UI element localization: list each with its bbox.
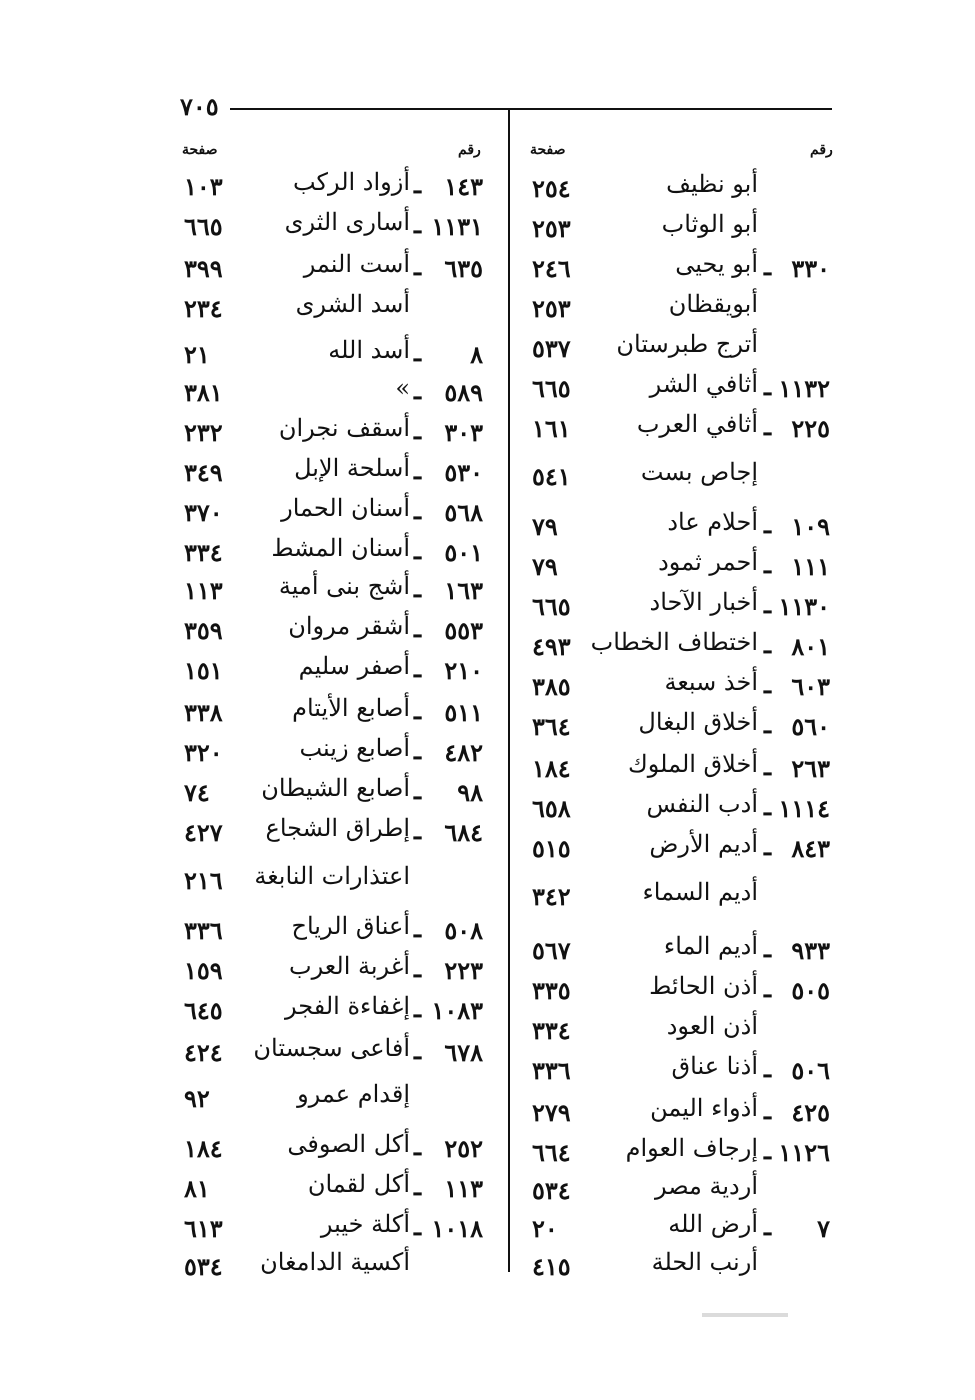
entry-page: ٣٩٩	[184, 254, 223, 283]
entry-dash: ـ	[414, 614, 422, 643]
index-entry	[178, 454, 498, 488]
entry-page: ١٦١	[532, 414, 571, 443]
entry-number: ٤٨٢	[444, 738, 483, 767]
entry-title: أسد الله	[328, 336, 410, 364]
entry-page: ٣٢٠	[184, 738, 223, 767]
entry-title: أديم الماء	[663, 932, 758, 960]
right-index-column	[520, 0, 840, 1300]
entry-dash: ـ	[414, 170, 422, 199]
entry-dash: ـ	[764, 1136, 772, 1165]
index-entry	[178, 912, 498, 946]
entry-dash: ـ	[414, 338, 422, 367]
entry-dash: ـ	[764, 510, 772, 539]
index-entry	[178, 290, 498, 324]
entry-number: ٩٨	[457, 778, 483, 807]
page-header: صفحة	[530, 142, 566, 158]
index-entry	[178, 374, 498, 408]
entry-title: أكسية الدامغان	[260, 1248, 410, 1276]
entry-dash: ـ	[414, 776, 422, 805]
entry-title: أبويقظان	[668, 290, 758, 318]
entry-number: ١١٢٦	[778, 1138, 830, 1167]
entry-dash: ـ	[414, 654, 422, 683]
entry-number: ١١٣٠	[778, 592, 830, 621]
entry-title: إطراق الشجاع	[265, 814, 410, 842]
entry-title: أذن الحائط	[649, 972, 758, 1000]
entry-page: ٢٤٦	[532, 254, 571, 283]
index-entry	[520, 830, 840, 864]
entry-page: ٣٨١	[184, 378, 223, 407]
entry-dash: ـ	[414, 736, 422, 765]
entry-number: ٢٢٥	[791, 414, 830, 443]
entry-title: أسلحة الإبل	[294, 454, 410, 482]
entry-page: ٩٢	[184, 1084, 210, 1113]
entry-page: ٢١٦	[184, 866, 223, 895]
index-entry	[520, 210, 840, 244]
entry-dash: ـ	[764, 832, 772, 861]
index-entry	[520, 290, 840, 324]
entry-number: ٥٠٥	[791, 976, 830, 1005]
entry-dash: ـ	[764, 1096, 772, 1125]
entry-page: ٤٢٤	[184, 1038, 223, 1067]
entry-dash: ـ	[414, 376, 422, 405]
entry-number: ٢١٠	[444, 656, 483, 685]
entry-title: أسقف نجران	[278, 414, 410, 442]
entry-title: أفاعى سجستان	[253, 1034, 410, 1062]
index-entry	[178, 208, 498, 242]
index-entry	[178, 694, 498, 728]
entry-number: ٤٢٥	[791, 1098, 830, 1127]
entry-dash: ـ	[414, 1212, 422, 1241]
index-entry	[178, 612, 498, 646]
index-entry	[520, 932, 840, 966]
entry-page: ٢٧٩	[532, 1098, 571, 1127]
entry-page: ٢١	[184, 340, 210, 369]
entry-page: ٣٧٠	[184, 498, 223, 527]
index-entry	[178, 534, 498, 568]
index-entry	[520, 750, 840, 784]
entry-title: أسارى الثرى	[284, 208, 410, 236]
entry-title: أخلاق الملوك	[627, 750, 758, 778]
index-entry	[178, 814, 498, 848]
index-entry	[178, 862, 498, 896]
index-entry	[178, 992, 498, 1026]
entry-dash: ـ	[764, 630, 772, 659]
entry-dash: ـ	[764, 934, 772, 963]
index-entry	[520, 1210, 840, 1244]
entry-number: ٨٠١	[791, 632, 830, 661]
entry-page: ٣٤٢	[532, 882, 571, 911]
entry-title: أحمر ثمود	[658, 548, 758, 576]
entry-dash: ـ	[764, 710, 772, 739]
entry-dash: ـ	[414, 252, 422, 281]
entry-number: ٥٨٩	[444, 378, 483, 407]
index-entry	[520, 790, 840, 824]
column-divider	[508, 110, 510, 1272]
entry-page: ٢٥٤	[532, 174, 571, 203]
index-entry	[178, 1034, 498, 1068]
entry-page: ٥١٥	[532, 834, 571, 863]
entry-number: ١١٣١	[431, 212, 483, 241]
entry-dash: ـ	[764, 412, 772, 441]
entry-page: ٦٦٥	[532, 374, 571, 403]
entry-title: أزواد الركب	[292, 168, 410, 196]
entry-page: ٣٣٤	[532, 1016, 571, 1045]
index-entry	[520, 508, 840, 542]
entry-page: ٦٦٤	[532, 1138, 571, 1167]
entry-dash: ـ	[414, 954, 422, 983]
entry-title: أعناق الرياح	[291, 912, 410, 940]
entry-page: ٤٩٣	[532, 632, 571, 661]
entry-number: ١١١٤	[778, 794, 830, 823]
index-entry	[520, 588, 840, 622]
entry-number: ٦٠٣	[791, 672, 830, 701]
entry-page: ٥٦٧	[532, 936, 571, 965]
entry-number: ٨	[470, 340, 483, 369]
entry-title: أكلة خيبر	[320, 1210, 410, 1238]
entry-title: أبو نظيف	[666, 170, 758, 198]
entry-number: ١٤٣	[444, 172, 483, 201]
index-entry	[520, 170, 840, 204]
entry-title: أذواء اليمن	[650, 1094, 758, 1122]
entry-title: أغربة العرب	[288, 952, 410, 980]
number-header: رقم	[458, 142, 481, 158]
entry-page: ٧٩	[532, 552, 558, 581]
entry-number: ١٦٣	[444, 576, 483, 605]
index-entry	[520, 1248, 840, 1282]
entry-title: أديم السماء	[642, 878, 758, 906]
entry-page: ٣٣٦	[532, 1056, 571, 1085]
entry-page: ٣٣٦	[184, 916, 223, 945]
index-entry	[520, 1094, 840, 1128]
entry-title: أثافي الشر	[649, 370, 758, 398]
entry-title: أبو يحيى	[675, 250, 758, 278]
page-number: ٧٠٥	[180, 92, 219, 121]
entry-dash: ـ	[414, 696, 422, 725]
entry-title: أردية مصر	[654, 1172, 758, 1200]
entry-page: ٢٥٣	[532, 214, 571, 243]
entry-page: ٣٣٤	[184, 538, 223, 567]
entry-title: أشقر مروان	[288, 612, 410, 640]
entry-title: أخبار الآحاد	[649, 588, 758, 616]
entry-dash: ـ	[764, 550, 772, 579]
entry-page: ٨١	[184, 1174, 210, 1203]
entry-number: ٥٣٠	[444, 458, 483, 487]
entry-dash: ـ	[414, 210, 422, 239]
index-entry	[178, 1210, 498, 1244]
entry-number: ٢٢٣	[444, 956, 483, 985]
index-entry	[520, 1172, 840, 1206]
index-entry	[520, 458, 840, 492]
entry-title: أكل لقمان	[307, 1170, 410, 1198]
entry-title: أصابع الشيطان	[261, 774, 410, 802]
entry-page: ٦١٣	[184, 1214, 223, 1243]
entry-page: ٢٥٣	[532, 294, 571, 323]
entry-title: أصابع زينب	[299, 734, 410, 762]
entry-number: ٧	[817, 1214, 830, 1243]
entry-title: »	[395, 374, 410, 402]
index-entry	[178, 1130, 498, 1164]
entry-dash: ـ	[764, 372, 772, 401]
entry-number: ٣٠٣	[444, 418, 483, 447]
entry-dash: ـ	[764, 752, 772, 781]
entry-title: أخذ سبعة	[664, 668, 758, 696]
entry-title: أسنان الحمار	[281, 494, 410, 522]
index-entry	[520, 668, 840, 702]
entry-number: ٨٤٣	[791, 834, 830, 863]
entry-dash: ـ	[414, 816, 422, 845]
entry-number: ٥٦٠	[791, 712, 830, 741]
left-index-column	[178, 0, 498, 1300]
index-entry	[520, 1052, 840, 1086]
index-entry	[178, 250, 498, 284]
entry-page: ٣٤٩	[184, 458, 223, 487]
index-entry	[520, 250, 840, 284]
entry-page: ٧٤	[184, 778, 210, 807]
entry-title: إقدام عمرو	[297, 1080, 410, 1108]
index-entry	[178, 1248, 498, 1282]
index-entry	[178, 652, 498, 686]
faint-stamp-mark	[700, 1305, 790, 1325]
index-entry	[178, 336, 498, 370]
entry-number: ١٠٩	[791, 512, 830, 541]
index-entry	[178, 952, 498, 986]
index-entry	[520, 370, 840, 404]
entry-number: ٦٧٨	[444, 1038, 483, 1067]
entry-number: ٥٠٨	[444, 916, 483, 945]
entry-page: ٣٦٤	[532, 712, 571, 741]
index-entry	[178, 734, 498, 768]
entry-page: ٢٣٤	[184, 294, 223, 323]
entry-title: أبو الوثاب	[661, 210, 758, 238]
entry-page: ٥٣٤	[532, 1176, 571, 1205]
entry-number: ١٠٨٣	[431, 996, 483, 1025]
entry-title: إجاص بست	[640, 458, 758, 486]
index-entry	[178, 572, 498, 606]
entry-dash: ـ	[414, 536, 422, 565]
index-entry	[520, 548, 840, 582]
entry-number: ١١٣٢	[778, 374, 830, 403]
entry-dash: ـ	[764, 252, 772, 281]
entry-dash: ـ	[414, 914, 422, 943]
entry-dash: ـ	[764, 670, 772, 699]
entry-page: ٦٦٥	[184, 212, 223, 241]
page-header: صفحة	[182, 142, 218, 158]
entry-page: ٣٣٥	[532, 976, 571, 1005]
entry-dash: ـ	[414, 994, 422, 1023]
entry-dash: ـ	[764, 792, 772, 821]
index-entry	[520, 1012, 840, 1046]
index-entry	[178, 414, 498, 448]
entry-title: أصابع الأيتام	[292, 694, 410, 722]
entry-page: ١٨٤	[532, 754, 571, 783]
entry-title: أشج بنى أمية	[278, 572, 410, 600]
entry-title: أكل الصوفى	[287, 1130, 410, 1158]
entry-number: ٣٣٠	[791, 254, 830, 283]
entry-dash: ـ	[764, 1212, 772, 1241]
entry-page: ٦٦٥	[532, 592, 571, 621]
entry-dash: ـ	[414, 1172, 422, 1201]
entry-title: أرض الله	[668, 1210, 758, 1238]
entry-title: أثافي العرب	[636, 410, 758, 438]
index-entry	[178, 1080, 498, 1114]
entry-page: ١٨٤	[184, 1134, 223, 1163]
number-header: رقم	[810, 142, 833, 158]
entry-title: أست النمر	[303, 250, 410, 278]
entry-number: ٥١١	[444, 698, 483, 727]
entry-page: ٣٨٥	[532, 672, 571, 701]
entry-title: أحلام عاد	[667, 508, 758, 536]
entry-dash: ـ	[764, 1054, 772, 1083]
entry-dash: ـ	[414, 1132, 422, 1161]
entry-page: ٥٤١	[532, 462, 571, 491]
entry-number: ٥٠٦	[791, 1056, 830, 1085]
entry-page: ٥٣٧	[532, 334, 571, 363]
index-entry	[178, 168, 498, 202]
entry-number: ٥٥٣	[444, 616, 483, 645]
index-entry	[520, 410, 840, 444]
entry-page: ٤٢٧	[184, 818, 223, 847]
entry-number: ٦٨٤	[444, 818, 483, 847]
entry-number: ١١١	[791, 552, 830, 581]
entry-title: أديم الأرض	[649, 830, 758, 858]
entry-dash: ـ	[414, 416, 422, 445]
entry-page: ٦٤٥	[184, 996, 223, 1025]
entry-page: ٤١٥	[532, 1252, 571, 1281]
entry-dash: ـ	[414, 456, 422, 485]
index-entry	[178, 774, 498, 808]
entry-dash: ـ	[414, 574, 422, 603]
entry-number: ٥٠١	[444, 538, 483, 567]
entry-dash: ـ	[764, 974, 772, 1003]
entry-number: ٩٣٣	[791, 936, 830, 965]
entry-title: أذن العود	[666, 1012, 758, 1040]
entry-page: ٥٣٤	[184, 1252, 223, 1281]
entry-page: ١٠٣	[184, 172, 223, 201]
entry-number: ٥٦٨	[444, 498, 483, 527]
entry-title: أصفر سليم	[298, 652, 410, 680]
index-entry	[520, 1134, 840, 1168]
entry-number: ٢٥٢	[444, 1134, 483, 1163]
entry-page: ١٥١	[184, 656, 223, 685]
entry-page: ٧٩	[532, 512, 558, 541]
entry-title: أسنان المشط	[271, 534, 410, 562]
entry-title: أترج طبرستان	[616, 330, 758, 358]
entry-dash: ـ	[414, 1036, 422, 1065]
entry-page: ٢٣٢	[184, 418, 223, 447]
entry-page: ٣٥٩	[184, 616, 223, 645]
index-entry	[520, 972, 840, 1006]
entry-title: أخلاق البغال	[638, 708, 758, 736]
entry-title: اعتذارات النابغة	[254, 862, 410, 890]
index-entry	[520, 330, 840, 364]
entry-title: إرجاف العوام	[625, 1134, 758, 1162]
entry-number: ١٠١٨	[431, 1214, 483, 1243]
entry-page: ٢٠	[532, 1214, 558, 1243]
entry-title: أدب النفس	[646, 790, 758, 818]
index-entry	[520, 628, 840, 662]
entry-number: ٦٣٥	[444, 254, 483, 283]
entry-number: ١١٣	[444, 1174, 483, 1203]
index-entry	[520, 878, 840, 912]
entry-title: أذنا عناق	[671, 1052, 758, 1080]
entry-page: ٣٣٨	[184, 698, 223, 727]
index-entry	[178, 1170, 498, 1204]
entry-title: إغفاءة الفجر	[284, 992, 410, 1020]
entry-title: اختطاف الخطاب	[590, 628, 758, 656]
entry-dash: ـ	[414, 496, 422, 525]
entry-number: ٢٦٣	[791, 754, 830, 783]
entry-dash: ـ	[764, 590, 772, 619]
entry-title: أسد الشرى	[295, 290, 410, 318]
entry-page: ١١٣	[184, 576, 223, 605]
index-entry	[520, 708, 840, 742]
entry-title: أرنب الحلة	[651, 1248, 758, 1276]
entry-page: ٦٥٨	[532, 794, 571, 823]
entry-page: ١٥٩	[184, 956, 223, 985]
index-entry	[178, 494, 498, 528]
